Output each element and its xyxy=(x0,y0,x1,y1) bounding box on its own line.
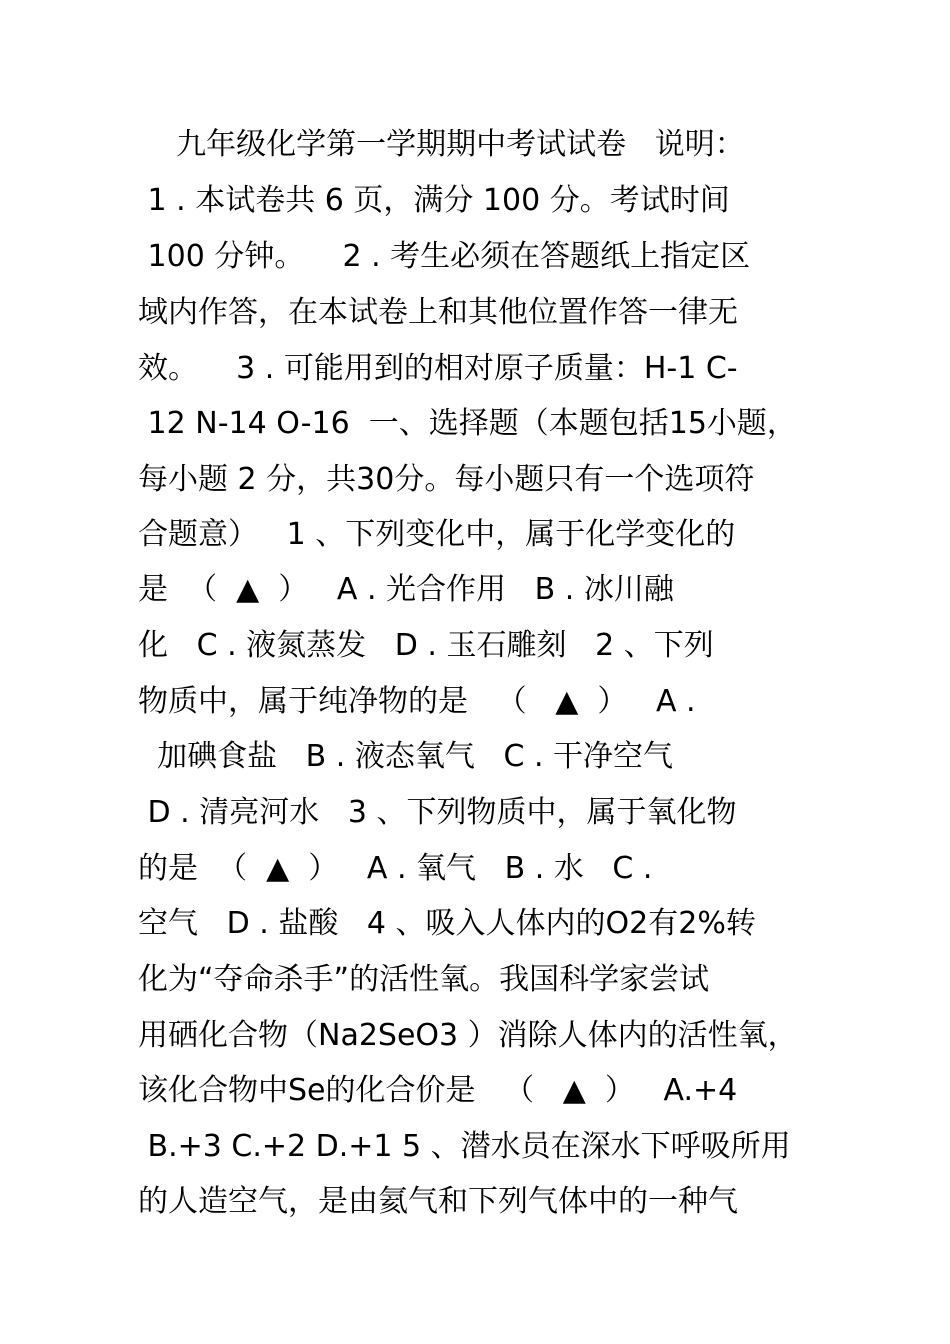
text-line: 化为“夺命杀手”的活性氧。我国科学家尝试 xyxy=(138,962,710,997)
text-line: 100 分钟。 2 . 考生必须在答题纸上指定区 xyxy=(138,239,751,274)
text-line: 化 C . 液氮蒸发 D . 玉石雕刻 2 、下列 xyxy=(138,628,714,663)
text-line: B.+3 C.+2 D.+1 5 、潜水员在深水下呼吸所用 xyxy=(138,1129,791,1164)
text-line: 是 （ ▲ ） A . 光合作用 B . 冰川融 xyxy=(138,572,674,607)
text-line: D . 清亮河水 3 、下列物质中，属于氧化物 xyxy=(138,795,737,830)
text-line: 九年级化学第一学期期中考试试卷 说明： xyxy=(138,127,745,162)
text-line: 物质中，属于纯净物的是 （ ▲ ） A . xyxy=(138,684,696,719)
text-line: 1 . 本试卷共 6 页，满分 100 分。考试时间 xyxy=(138,183,730,218)
text-line: 每小题 2 分，共30分。每小题只有一个选项符 xyxy=(138,462,755,497)
text-line: 合题意） 1 、下列变化中，属于化学变化的 xyxy=(138,517,736,552)
text-line: 该化合物中Se的化合价是 （ ▲ ） A.+4 xyxy=(138,1073,738,1108)
text-line: 加碘食盐 B . 液态氧气 C . 干净空气 xyxy=(138,739,674,774)
text-line: 用硒化合物（Na2SeO3 ）消除人体内的活性氧， xyxy=(138,1018,798,1053)
text-line: 效。 3 . 可能用到的相对原子质量：H-1 C- xyxy=(138,351,738,386)
text-line: 域内作答，在本试卷上和其他位置作答一律无 xyxy=(138,295,738,330)
text-line: 空气 D . 盐酸 4 、吸入人体内的O2有2%转 xyxy=(138,906,756,941)
text-line: 的是 （ ▲ ） A . 氧气 B . 水 C . xyxy=(138,851,653,886)
text-line: 12 N-14 O-16 一、选择题（本题包括15小题， xyxy=(138,406,797,441)
text-line: 的人造空气，是由氦气和下列气体中的一种气 xyxy=(138,1184,738,1219)
